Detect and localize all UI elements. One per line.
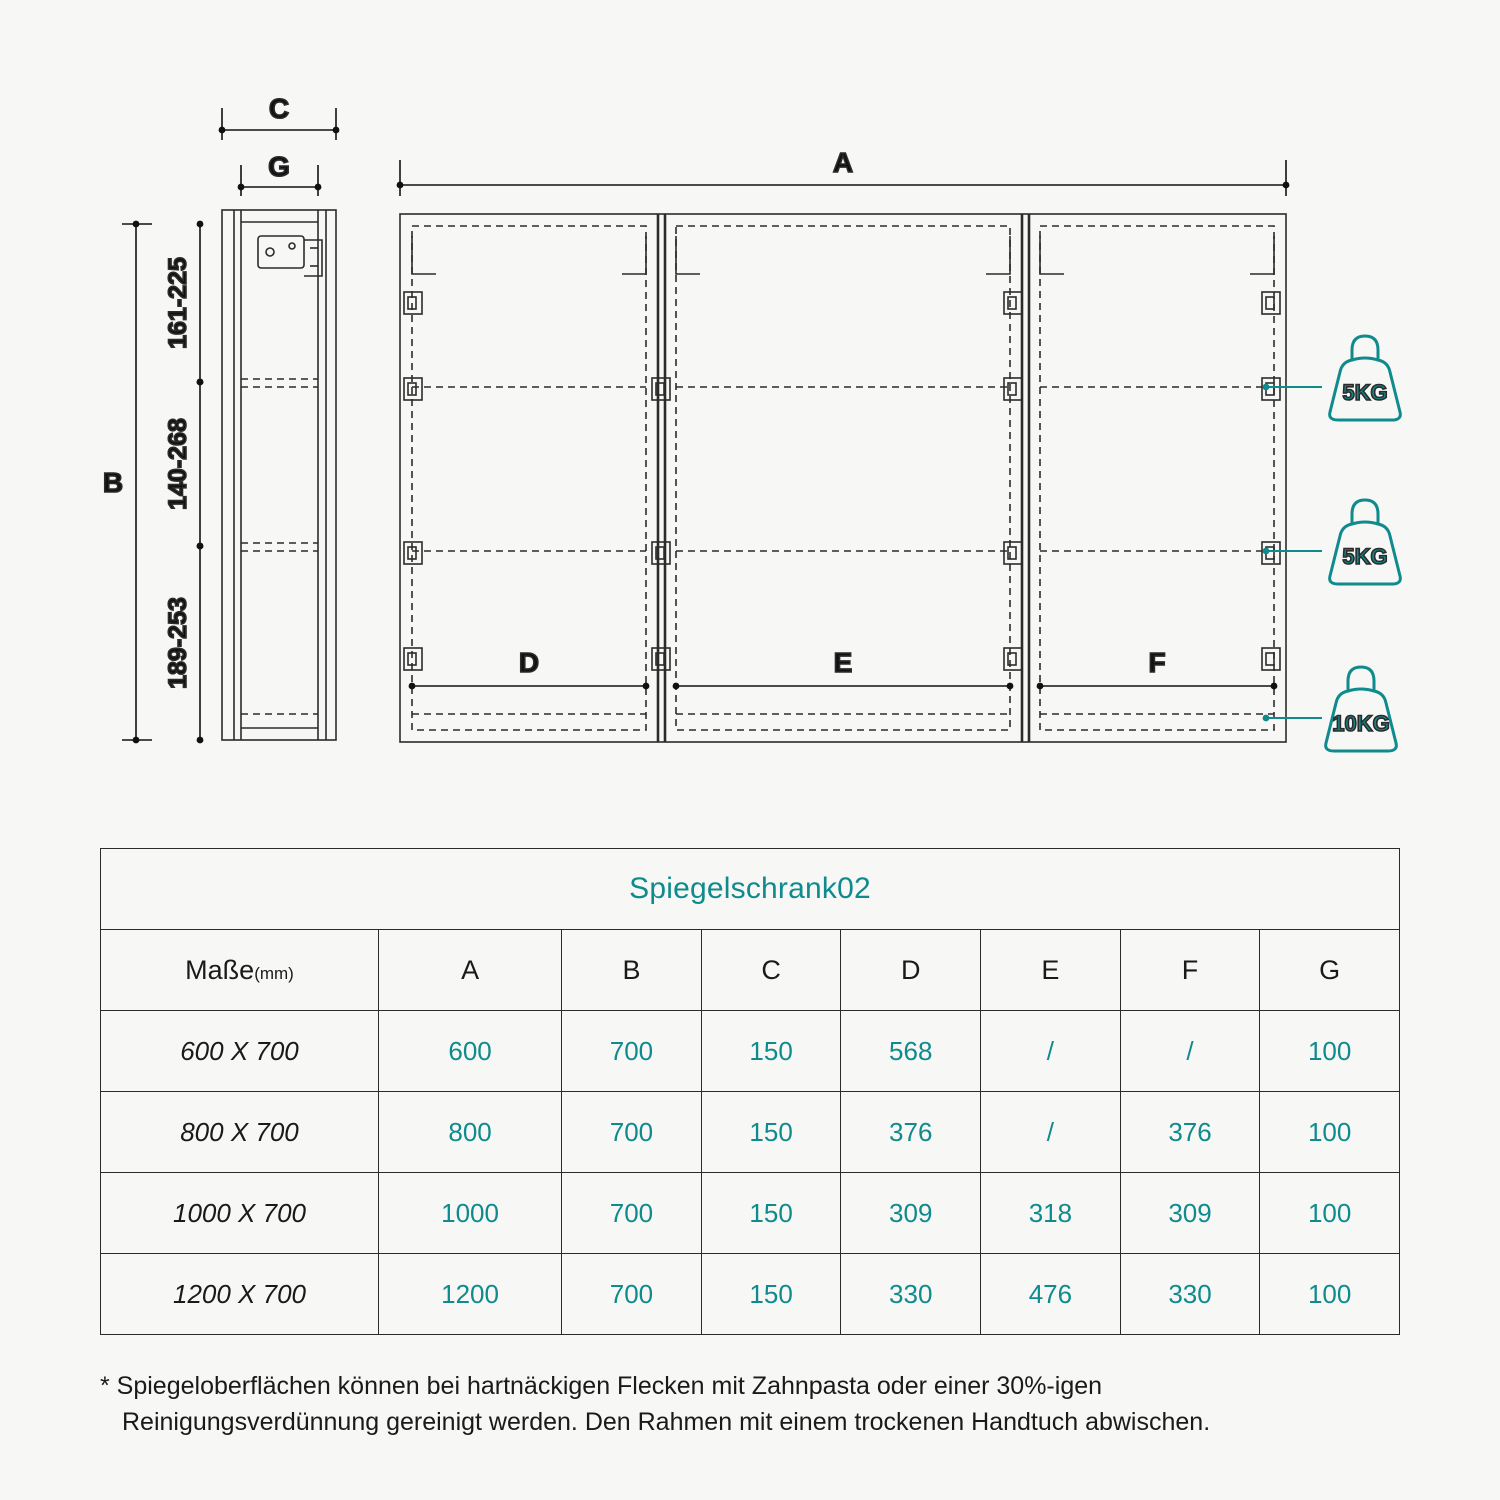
cell-0-f: / [1120, 1011, 1260, 1092]
cell-3-d: 330 [841, 1254, 981, 1335]
cell-3-b: 700 [562, 1254, 702, 1335]
cell-2-e: 318 [981, 1173, 1121, 1254]
measure-header-label: Maße [185, 954, 255, 985]
cell-3-e: 476 [981, 1254, 1121, 1335]
column-header-c: C [701, 930, 841, 1011]
side-view [222, 210, 336, 740]
column-header-d: D [841, 930, 981, 1011]
row-label-0: 600 X 700 [101, 1011, 379, 1092]
label-B: B [102, 467, 124, 498]
table-header-row [101, 930, 1400, 1011]
cell-0-b: 700 [562, 1011, 702, 1092]
table-title: Spiegelschrank02 [101, 849, 1400, 930]
cell-1-g: 100 [1260, 1092, 1400, 1173]
cell-2-f: 309 [1120, 1173, 1260, 1254]
table-row [101, 1254, 1400, 1335]
cell-1-a: 800 [379, 1092, 562, 1173]
side-segment-label-1: 161-225 [164, 257, 192, 349]
cell-0-c: 150 [701, 1011, 841, 1092]
care-footnote-line1: * Spiegeloberflächen können bei hartnäckigen Flecken mit Zahnpasta oder einer 30%-igen [100, 1372, 1103, 1400]
row-label-2: 1000 X 700 [101, 1173, 379, 1254]
cell-1-d: 376 [841, 1092, 981, 1173]
cell-2-b: 700 [562, 1173, 702, 1254]
hinge-blocks [404, 292, 1280, 670]
shelf-load-bottom [1326, 667, 1397, 751]
cell-2-d: 309 [841, 1173, 981, 1254]
specification-table [100, 848, 1400, 1335]
column-header-f: F [1120, 930, 1260, 1011]
cell-0-e: / [981, 1011, 1121, 1092]
shelf-load-middle-label: 5KG [1342, 544, 1388, 569]
cell-1-e: / [981, 1092, 1121, 1173]
cell-3-g: 100 [1260, 1254, 1400, 1335]
side-view-hinge-detail [258, 236, 322, 276]
cell-1-f: 376 [1120, 1092, 1260, 1173]
cell-1-b: 700 [562, 1092, 702, 1173]
table-row [101, 1092, 1400, 1173]
row-label-1: 800 X 700 [101, 1092, 379, 1173]
cell-3-c: 150 [701, 1254, 841, 1335]
label-D: D [518, 647, 540, 678]
cell-0-d: 568 [841, 1011, 981, 1092]
corner-brackets [412, 236, 1274, 274]
label-G: G [268, 151, 290, 182]
row-label-3: 1200 X 700 [101, 1254, 379, 1335]
table-title-row [101, 849, 1400, 930]
shelf-load-top-label: 5KG [1342, 380, 1388, 405]
dimension-B [122, 224, 152, 740]
cell-2-g: 100 [1260, 1173, 1400, 1254]
shelf-load-bottom-label: 10KG [1332, 711, 1390, 736]
column-header-b: B [562, 930, 702, 1011]
cell-2-a: 1000 [379, 1173, 562, 1254]
side-segment-label-3: 189-253 [164, 597, 192, 689]
column-header-e: E [981, 930, 1121, 1011]
label-F: F [1148, 647, 1166, 678]
cell-3-f: 330 [1120, 1254, 1260, 1335]
label-A: A [832, 147, 854, 178]
measure-header [101, 930, 379, 1011]
column-header-g: G [1260, 930, 1400, 1011]
table-row [101, 1173, 1400, 1254]
cell-2-c: 150 [701, 1173, 841, 1254]
cell-0-g: 100 [1260, 1011, 1400, 1092]
shelf-load-top [1330, 336, 1401, 420]
care-footnote [100, 1368, 1420, 1441]
cell-3-a: 1200 [379, 1254, 562, 1335]
cell-0-a: 600 [379, 1011, 562, 1092]
label-E: E [833, 647, 853, 678]
side-segment-label-2: 140-268 [164, 418, 192, 510]
shelf-load-middle [1330, 500, 1401, 584]
cell-1-c: 150 [701, 1092, 841, 1173]
table-row [101, 1011, 1400, 1092]
care-footnote-line2: Reinigungsverdünnung gereinigt werden. Den Rahmen mit einem trockenen Handtuch abwischen. [122, 1408, 1211, 1437]
column-header-a: A [379, 930, 562, 1011]
label-C: C [268, 93, 290, 124]
measure-header-unit: (mm) [254, 963, 294, 983]
